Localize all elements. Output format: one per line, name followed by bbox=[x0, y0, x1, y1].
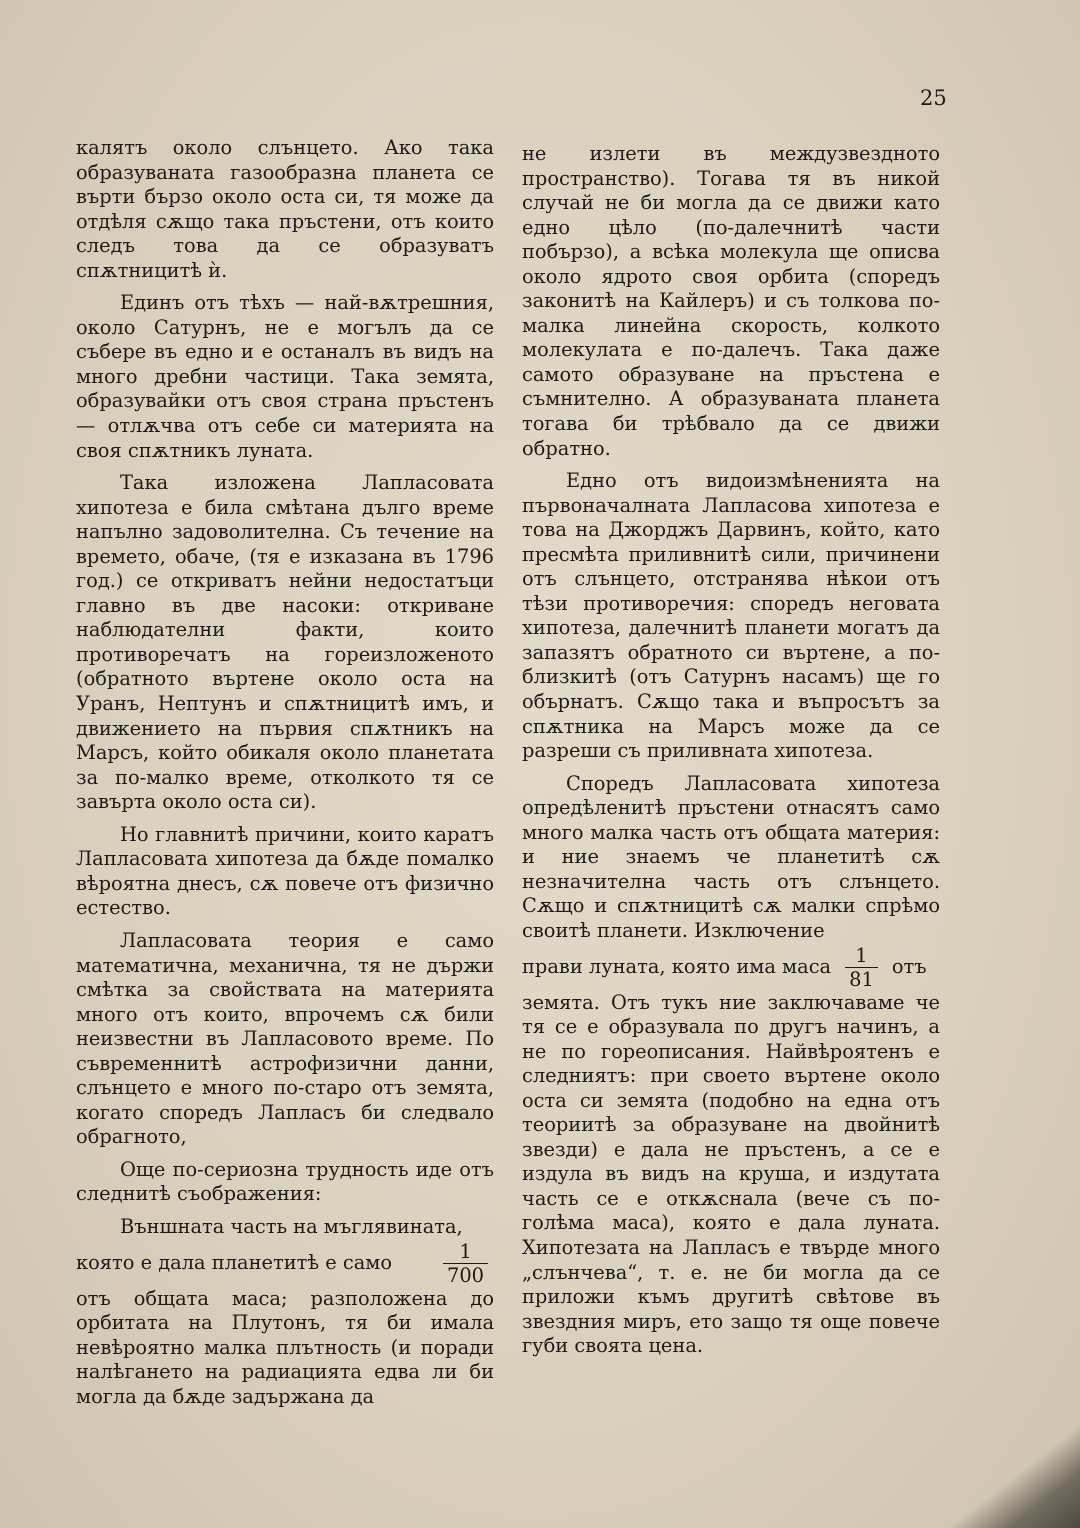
fraction-numerator: 1 bbox=[459, 1239, 472, 1263]
fraction-one-700 bbox=[443, 1240, 488, 1287]
text-before-fraction: която е дала планетитѣ е само bbox=[76, 1250, 393, 1274]
page-corner-shadow bbox=[933, 1416, 1080, 1528]
fraction-line bbox=[522, 944, 940, 991]
fraction-numerator: 1 bbox=[855, 943, 868, 967]
paragraph: отъ общата маса; разположена до орбитата на Плутонъ, тя би имала невѣроятно малка плътность (и поради налѣгането на радиацията едва ли би могла да бѫде задържана да bbox=[76, 1286, 494, 1408]
paragraph: Единъ отъ тѣхъ — най-вѫтрешния, около Сатурнъ, не е могълъ да се събере въ едно и е останалъ въ видъ на много дребни частици. Така земята, образувайки отъ своя страна пръстенъ — отлѫчва отъ себе си материята на своя спѫтникъ луната. bbox=[76, 291, 494, 462]
paragraph: Външната часть на мъглявината, bbox=[120, 1214, 463, 1238]
paragraph: Така изложена Лапласовата хипотеза е била смѣтана дълго време напълно задоволителна. Съ течение на времето, обаче, (тя е изказана въ 1796 год.) се откриватъ нейни недостатъци главно въ две насоки: откриване наблюдателни факти, които противоречатъ на гореизложеното (обратното въртене около оста на Уранъ, Нептунъ и спѫтницитѣ имъ, и движението на първия спѫтникъ на Марсъ, който обикаля около планетата за по-малко време, отколкото тя се завърта около оста си). bbox=[76, 471, 494, 814]
page-number: 25 bbox=[920, 86, 947, 110]
text-before-fraction: прави луната, която има маса bbox=[522, 954, 832, 978]
paragraph: Едно отъ видоизмѣненията на първоначалната Лапласова хипотеза е това на Джорджъ Дарвинъ, който, като пресмѣта приливнитѣ сили, причинени отъ слънцето, отстранява нѣкои отъ тѣзи противоречия: споредъ неговата хипотеза, далечнитѣ планети могатъ да запазятъ обратното си въртене, а по-близкитѣ (отъ Сатурнъ насамъ) ще го обърнатъ. Сѫщо така и въпросътъ за спѫтника на Марсъ може да се разреши съ приливната хипотеза. bbox=[522, 469, 940, 763]
right-column bbox=[522, 142, 940, 1367]
left-column bbox=[76, 136, 494, 1417]
fraction-denominator: 81 bbox=[845, 967, 878, 991]
paragraph: Още по-сериозна трудность иде отъ следнитѣ съображения: bbox=[76, 1157, 494, 1206]
paragraph: калятъ около слънцето. Ако така образуваната газообразна планета се върти бързо около оста си, тя може да отдѣля сѫщо така пръстени, отъ които следъ това да се образуватъ спѫтницитѣ ѝ. bbox=[76, 136, 494, 282]
paragraph: не излети въ междузвездното пространство). Тогава тя въ никой случай не би могла да се движи като едно цѣло (по-далечнитѣ части побързо), а всѣка молекула ще описва около ядрото своя орбита (споредъ законитѣ на Кайлеръ) и съ толкова по-малка линейна скорость, колкото молекулата е по-далечъ. Така даже самото образуване на пръстена е съмнително. А образуваната планета тогава би трѣбвало да се движи обратно. bbox=[522, 142, 940, 460]
paragraph: Споредъ Лапласовата хипотеза опредѣленитѣ пръстени отнасятъ само много малка часть отъ общата материя: и ние знаемъ че планетитѣ сѫ незначителна часть отъ слънцето. Сѫщо и спѫтницитѣ сѫ малки спрѣмо своитѣ планети. Изключение bbox=[522, 771, 940, 942]
fraction-one-81 bbox=[845, 944, 878, 991]
fraction-denominator: 700 bbox=[443, 1263, 488, 1287]
fraction-line bbox=[76, 1240, 494, 1287]
paragraph: земята. Отъ тукъ ние заключаваме че тя се е образувала по другъ начинъ, а не по гореописания. Найвѣроятенъ е следниятъ: при своето въртене около оста си земята (подобно на една отъ теориитѣ за образуване на двойнитѣ звезди) е дала не пръстенъ, а се е издула въ видъ на круша, и издутата часть се е откѫснала (вече съ по-голѣма маса), която е дала луната. Хипотезата на Лапласъ е твърде много „слънчева“, т. е. не би могла да се приложи къмъ другитѣ свѣтове въ звездния миръ, ето защо тя още повече губи своята цена. bbox=[522, 990, 940, 1358]
paragraph: Лапласовата теория е само математична, механична, тя не държи смѣтка за свойствата на материята много отъ които, впрочемъ сѫ били неизвестни въ Лапласовото време. По съвременнитѣ астрофизични данни, слънцето е много по-старо отъ земята, когато споредъ Лапласъ би следвало обрагното, bbox=[76, 928, 494, 1149]
text-after-fraction: отъ bbox=[891, 954, 927, 978]
paragraph: Но главнитѣ причини, които каратъ Лапласовата хипотеза да бѫде помалко вѣроятна днесъ, сѫ повече отъ физично естество. bbox=[76, 822, 494, 920]
